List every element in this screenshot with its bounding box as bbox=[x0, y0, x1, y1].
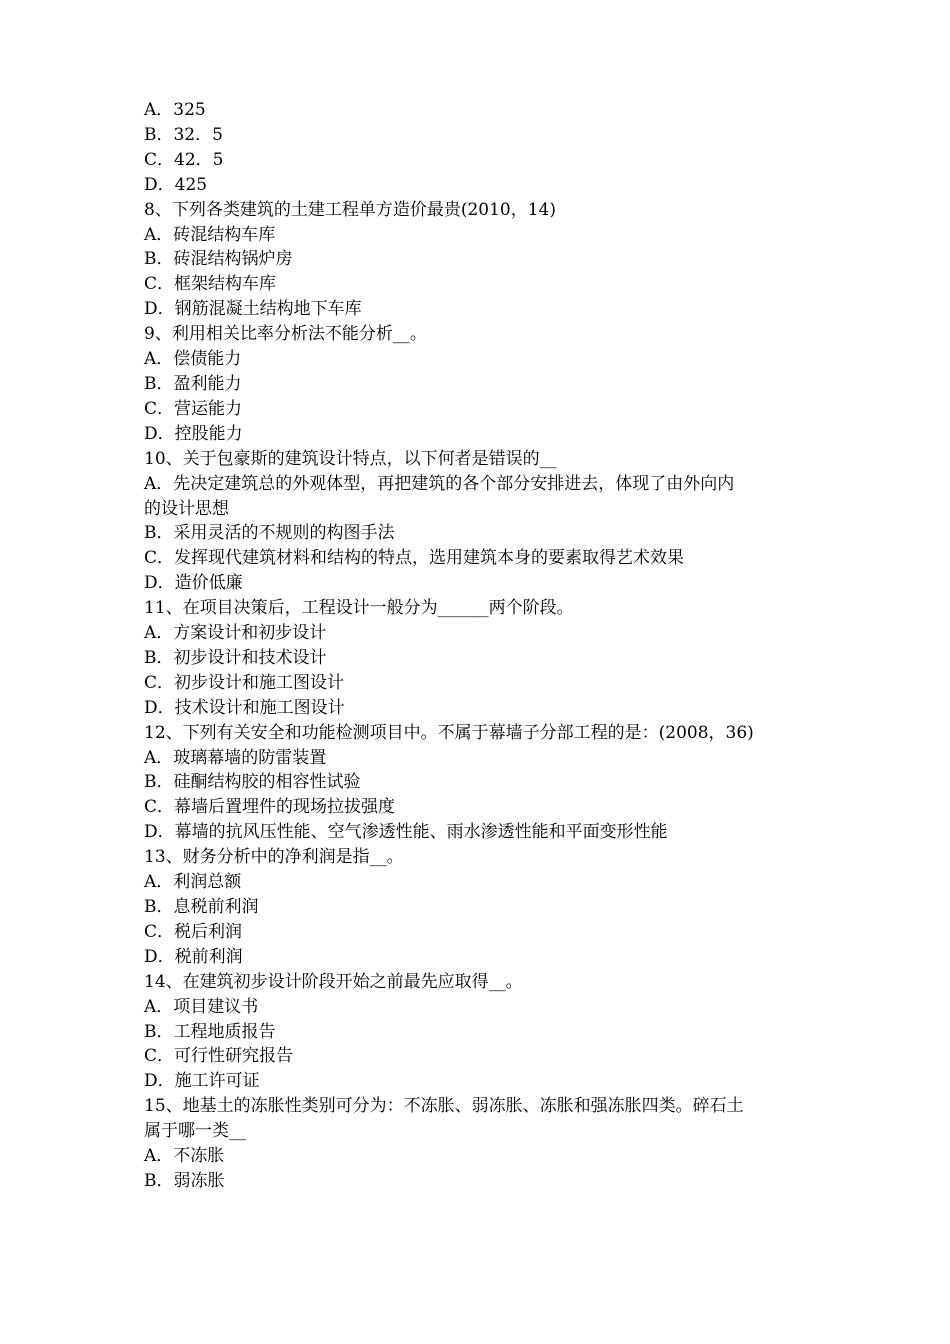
option-c: C．可行性研究报告 bbox=[144, 1046, 294, 1067]
option-b: B．硅酮结构胶的相容性试验 bbox=[144, 772, 361, 793]
option-b: B．砖混结构锅炉房 bbox=[144, 249, 293, 270]
question-15: 15、地基土的冻胀性类别可分为：不冻胀、弱冻胀、冻胀和强冻胀四类。碎石土 bbox=[144, 1096, 744, 1117]
question-10: 10、关于包豪斯的建筑设计特点，以下何者是错误的__ bbox=[144, 448, 557, 469]
option-b: B．盈利能力 bbox=[144, 373, 242, 394]
option-a: A．项目建议书 bbox=[144, 996, 259, 1017]
option-a: A．325 bbox=[144, 100, 206, 120]
option-b: B．采用灵活的不规则的构图手法 bbox=[144, 523, 395, 544]
question-9: 9、利用相关比率分析法不能分析__。 bbox=[144, 324, 427, 345]
question-8: 8、下列各类建筑的土建工程单方造价最贵(2010，14) bbox=[144, 199, 556, 220]
option-d: D．税前利润 bbox=[144, 946, 243, 967]
option-a: A．方案设计和初步设计 bbox=[144, 623, 327, 644]
option-d: D．控股能力 bbox=[144, 423, 243, 444]
option-b: B．工程地质报告 bbox=[144, 1021, 276, 1042]
question-12: 12、下列有关安全和功能检测项目中。不属于幕墙子分部工程的是：(2008，36) bbox=[144, 722, 754, 743]
document-body bbox=[144, 98, 824, 1194]
option-b: B．32．5 bbox=[144, 124, 223, 145]
option-c: C．税后利润 bbox=[144, 921, 243, 942]
option-a-continued: 的设计思想 bbox=[144, 498, 229, 519]
question-13: 13、财务分析中的净利润是指__。 bbox=[144, 847, 404, 868]
option-b: B．初步设计和技术设计 bbox=[144, 647, 327, 668]
option-d: D．施工许可证 bbox=[144, 1071, 260, 1092]
option-c: C．初步设计和施工图设计 bbox=[144, 672, 345, 693]
option-d: D．造价低廉 bbox=[144, 573, 243, 594]
option-d: D．幕墙的抗风压性能、空气渗透性能、雨水渗透性能和平面变形性能 bbox=[144, 822, 668, 843]
option-b: B．弱冻胀 bbox=[144, 1170, 225, 1191]
option-d: D．钢筋混凝土结构地下车库 bbox=[144, 299, 362, 320]
option-d: D．技术设计和施工图设计 bbox=[144, 697, 345, 718]
question-15-continued: 属于哪一类__ bbox=[144, 1121, 246, 1142]
option-a: A．偿债能力 bbox=[144, 349, 242, 370]
question-14: 14、在建筑初步设计阶段开始之前最先应取得__。 bbox=[144, 971, 523, 992]
option-c: C．框架结构车库 bbox=[144, 274, 277, 295]
option-b: B．息税前利润 bbox=[144, 897, 259, 917]
option-a: A．利润总额 bbox=[144, 872, 242, 893]
option-c: C．42．5 bbox=[144, 149, 224, 170]
option-c: C．幕墙后置埋件的现场拉拔强度 bbox=[144, 797, 396, 818]
option-a: A．先决定建筑总的外观体型，再把建筑的各个部分安排进去，体现了由外向内 bbox=[144, 473, 735, 494]
option-a: A．不冻胀 bbox=[144, 1146, 225, 1167]
option-d: D．425 bbox=[144, 174, 208, 195]
question-11: 11、在项目决策后，工程设计一般分为______两个阶段。 bbox=[144, 598, 574, 619]
option-a: A．砖混结构车库 bbox=[144, 224, 276, 245]
option-c: C．发挥现代建筑材料和结构的特点，选用建筑本身的要素取得艺术效果 bbox=[144, 548, 685, 569]
option-a: A．玻璃幕墙的防雷装置 bbox=[144, 747, 327, 768]
option-c: C．营运能力 bbox=[144, 398, 243, 419]
